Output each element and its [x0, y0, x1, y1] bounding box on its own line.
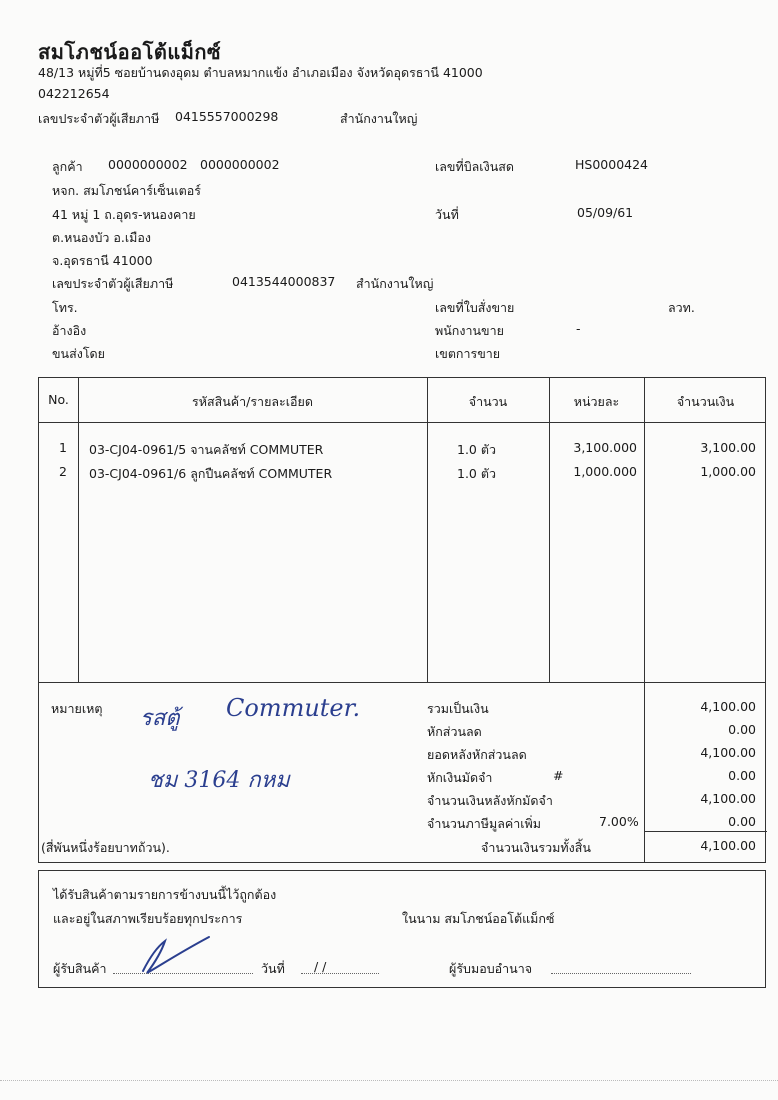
- customer-ship-label: ขนส่งโดย: [52, 346, 105, 361]
- receipt-line-1: ได้รับสินค้าตามรายการข้างบนนี้ไว้ถูกต้อง: [53, 887, 277, 902]
- company-tax-label: เลขประจำตัวผู้เสียภาษี: [38, 111, 160, 126]
- customer-code-1: 0000000002: [108, 157, 188, 172]
- after-deposit-value: 4,100.00: [700, 791, 756, 806]
- receipt-date-slashes: / /: [314, 959, 327, 974]
- receiver-signature-icon: [135, 931, 215, 979]
- after-deposit-label: จำนวนเงินหลังหักมัดจำ: [427, 793, 553, 808]
- table-row-1-quantity: 1.0 ตัว: [457, 442, 496, 457]
- after-discount-value: 4,100.00: [700, 745, 756, 760]
- customer-phone-label: โทร.: [52, 300, 78, 315]
- bill-no: HS0000424: [575, 157, 649, 172]
- handwritten-note-2: ชม 3164 กหม: [148, 768, 290, 793]
- vat-rate: 7.00%: [599, 814, 639, 829]
- items-table: [38, 377, 766, 683]
- receipt-line-2: และอยู่ในสภาพเรียบร้อยทุกประการ: [53, 911, 243, 926]
- header-divider: [39, 422, 765, 423]
- header-amount: จำนวนเงิน: [676, 394, 735, 409]
- table-row-1-no: 1: [59, 440, 67, 455]
- handwritten-note-1b: Commuter.: [226, 694, 361, 722]
- subtotal-value: 4,100.00: [700, 699, 756, 714]
- header-unit-price: หน่วยละ: [573, 394, 620, 409]
- customer-address-1: 41 หมู่ 1 ถ.อุดร-หนองคาย: [52, 207, 196, 222]
- discount-label: หักส่วนลด: [427, 724, 482, 739]
- bill-date-label: วันที่: [435, 207, 459, 222]
- sales-area-label: เขตการขาย: [435, 346, 501, 361]
- company-tax-id: 0415557000298: [175, 109, 279, 124]
- header-quantity: จำนวน: [468, 394, 508, 409]
- salesperson-label: พนักงานขาย: [435, 323, 504, 338]
- customer-branch: สำนักงานใหญ่: [356, 276, 434, 291]
- header-description: รหัสสินค้า/รายละเอียด: [191, 394, 313, 409]
- bill-no-label: เลขที่บิลเงินสด: [435, 159, 514, 174]
- deposit-value: 0.00: [728, 768, 756, 783]
- sales-order-label: เลขที่ใบสั่งขาย: [435, 300, 515, 315]
- table-row-2-amount: 1,000.00: [700, 464, 756, 479]
- table-row-2-description: 03-CJ04-0961/6 ลูกปืนคลัชท์ COMMUTER: [89, 466, 333, 481]
- discount-value: 0.00: [728, 722, 756, 737]
- authorized-signature-line: [551, 973, 691, 974]
- table-row-2-no: 2: [59, 464, 67, 479]
- receipt-date-label: วันที่: [261, 961, 285, 976]
- vat-value: 0.00: [728, 814, 756, 829]
- grand-total-divider: [644, 831, 767, 832]
- handwritten-note-1a: รสตู้: [140, 706, 180, 731]
- customer-address-2: ต.หนองบัว อ.เมือง: [52, 230, 152, 245]
- customer-tax-label: เลขประจำตัวผู้เสียภาษี: [52, 276, 174, 291]
- table-row-2-quantity: 1.0 ตัว: [457, 466, 496, 481]
- customer-tax-id: 0413544000837: [232, 274, 336, 289]
- receipt-section: [38, 870, 766, 988]
- col-divider-unit: [644, 378, 645, 682]
- col-divider-no: [78, 378, 79, 682]
- receiver-label: ผู้รับสินค้า: [53, 961, 107, 976]
- table-row-1-amount: 3,100.00: [700, 440, 756, 455]
- grand-total-label: จำนวนเงินรวมทั้งสิ้น: [481, 840, 591, 855]
- receipt-date-line: [301, 973, 379, 974]
- company-address: 48/13 หมู่ที่5 ซอยบ้านดงอุดม ตำบลหมากแข้ง อำเภอเมือง จังหวัดอุดรธานี 41000: [38, 65, 483, 80]
- vat-label: จำนวนภาษีมูลค่าเพิ่ม: [427, 816, 541, 831]
- customer-label: ลูกค้า: [52, 159, 83, 174]
- grand-total-value: 4,100.00: [700, 838, 756, 853]
- after-discount-label: ยอดหลังหักส่วนลด: [427, 747, 527, 762]
- table-row-1-description: 03-CJ04-0961/5 จานคลัชท์ COMMUTER: [89, 442, 324, 457]
- page-edge: [0, 1080, 778, 1082]
- deposit-mark: #: [553, 768, 564, 783]
- table-row-2-unit-price: 1,000.000: [573, 464, 637, 479]
- remark-label: หมายเหตุ: [51, 701, 103, 716]
- col-divider-qty: [549, 378, 550, 682]
- customer-address-3: จ.อุดรธานี 41000: [52, 253, 153, 268]
- authorized-label: ผู้รับมอบอำนาจ: [449, 961, 533, 976]
- customer-name: หจก. สมโภชน์คาร์เซ็นเตอร์: [52, 183, 201, 198]
- salesperson-value: -: [576, 321, 581, 336]
- sales-order-value: ลวท.: [668, 300, 695, 315]
- customer-code-2: 0000000002: [200, 157, 280, 172]
- col-divider-desc: [427, 378, 428, 682]
- company-name: สมโภชน์ออโต้แม็กซ์: [38, 40, 222, 64]
- bill-date: 05/09/61: [577, 205, 634, 220]
- on-behalf-of: ในนาม สมโภชน์ออโต้แม็กซ์: [402, 911, 555, 926]
- deposit-label: หักเงินมัดจำ: [427, 770, 493, 785]
- customer-ref-label: อ้างอิง: [52, 323, 87, 338]
- subtotal-label: รวมเป็นเงิน: [427, 701, 489, 716]
- company-branch: สำนักงานใหญ่: [340, 111, 418, 126]
- amount-in-words: (สี่พันหนึ่งร้อยบาทถ้วน).: [41, 840, 170, 855]
- table-row-1-unit-price: 3,100.000: [573, 440, 637, 455]
- company-phone: 042212654: [38, 86, 110, 101]
- header-no: No.: [48, 392, 69, 407]
